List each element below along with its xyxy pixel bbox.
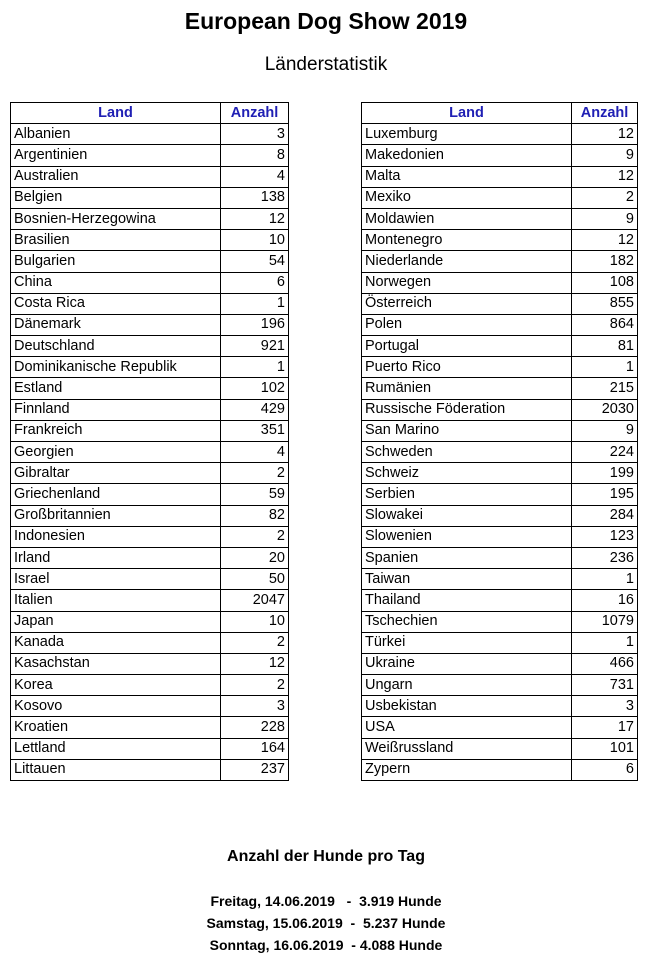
table-row — [362, 463, 638, 484]
count-cell: 12 — [572, 230, 638, 251]
column-header-anzahl: Anzahl — [572, 103, 638, 124]
country-name-cell: Ukraine — [362, 653, 572, 674]
count-cell: 228 — [221, 717, 289, 738]
count-cell: 864 — [572, 314, 638, 335]
count-cell: 164 — [221, 738, 289, 759]
table-row — [362, 293, 638, 314]
count-cell: 731 — [572, 675, 638, 696]
count-cell: 4 — [221, 442, 289, 463]
table-row — [362, 611, 638, 632]
country-name-cell: China — [11, 272, 221, 293]
count-cell: 236 — [572, 547, 638, 568]
country-name-cell: Montenegro — [362, 230, 572, 251]
country-name-cell: Ungarn — [362, 675, 572, 696]
count-cell: 81 — [572, 336, 638, 357]
page-title: European Dog Show 2019 — [184, 8, 468, 34]
table-row — [362, 357, 638, 378]
count-cell: 17 — [572, 717, 638, 738]
country-name-cell: Slowenien — [362, 526, 572, 547]
count-cell: 54 — [221, 251, 289, 272]
table-row — [11, 230, 289, 251]
table-row — [362, 124, 638, 145]
table-row — [11, 738, 289, 759]
count-cell: 108 — [572, 272, 638, 293]
table-row — [11, 251, 289, 272]
country-name-cell: Portugal — [362, 336, 572, 357]
table-row — [362, 399, 638, 420]
count-cell: 6 — [572, 759, 638, 780]
count-cell: 20 — [221, 547, 289, 568]
count-cell: 2 — [221, 675, 289, 696]
country-name-cell: Bosnien-Herzegowina — [11, 208, 221, 229]
table-row — [11, 484, 289, 505]
country-name-cell: Lettland — [11, 738, 221, 759]
summary-title: Anzahl der Hunde pro Tag — [227, 848, 425, 865]
table-row — [362, 166, 638, 187]
count-cell: 237 — [221, 759, 289, 780]
count-cell: 16 — [572, 590, 638, 611]
country-name-cell: Japan — [11, 611, 221, 632]
table-row — [11, 187, 289, 208]
table-row — [362, 145, 638, 166]
country-name-cell: Malta — [362, 166, 572, 187]
count-cell: 9 — [572, 145, 638, 166]
table-row — [362, 272, 638, 293]
table-row — [362, 484, 638, 505]
table-row — [362, 336, 638, 357]
count-cell: 284 — [572, 505, 638, 526]
summary-day-friday: Freitag, 14.06.2019 - 3.919 Hunde — [210, 893, 442, 909]
column-header-anzahl: Anzahl — [221, 103, 289, 124]
count-cell: 102 — [221, 378, 289, 399]
table-row — [11, 653, 289, 674]
country-name-cell: Puerto Rico — [362, 357, 572, 378]
table-row — [11, 208, 289, 229]
table-row — [11, 399, 289, 420]
table-header-row — [11, 103, 289, 124]
country-name-cell: Georgien — [11, 442, 221, 463]
country-name-cell: Kanada — [11, 632, 221, 653]
country-name-cell: Taiwan — [362, 569, 572, 590]
country-name-cell: Kasachstan — [11, 653, 221, 674]
country-name-cell: Usbekistan — [362, 696, 572, 717]
country-table-left — [10, 102, 289, 781]
count-cell: 199 — [572, 463, 638, 484]
column-header-land: Land — [11, 103, 221, 124]
table-row — [362, 314, 638, 335]
count-cell: 2 — [221, 463, 289, 484]
table-row — [11, 463, 289, 484]
country-name-cell: Kosovo — [11, 696, 221, 717]
table-row — [362, 738, 638, 759]
count-cell: 182 — [572, 251, 638, 272]
table-row — [11, 124, 289, 145]
country-name-cell: Serbien — [362, 484, 572, 505]
country-name-cell: Brasilien — [11, 230, 221, 251]
table-row — [362, 590, 638, 611]
table-row — [11, 314, 289, 335]
country-name-cell: Costa Rica — [11, 293, 221, 314]
count-cell: 855 — [572, 293, 638, 314]
table-row — [362, 442, 638, 463]
country-name-cell: Argentinien — [11, 145, 221, 166]
table-row — [11, 145, 289, 166]
table-row — [11, 272, 289, 293]
count-cell: 50 — [221, 569, 289, 590]
table-row — [362, 675, 638, 696]
count-cell: 2047 — [221, 590, 289, 611]
country-name-cell: Finnland — [11, 399, 221, 420]
country-name-cell: San Marino — [362, 420, 572, 441]
country-name-cell: Rumänien — [362, 378, 572, 399]
country-name-cell: Spanien — [362, 547, 572, 568]
country-name-cell: Australien — [11, 166, 221, 187]
count-cell: 224 — [572, 442, 638, 463]
table-row — [362, 717, 638, 738]
count-cell: 2 — [572, 187, 638, 208]
count-cell: 215 — [572, 378, 638, 399]
country-name-cell: Polen — [362, 314, 572, 335]
country-name-cell: Kroatien — [11, 717, 221, 738]
count-cell: 466 — [572, 653, 638, 674]
country-name-cell: Schweiz — [362, 463, 572, 484]
count-cell: 138 — [221, 187, 289, 208]
table-row — [11, 505, 289, 526]
table-row — [11, 759, 289, 780]
country-name-cell: USA — [362, 717, 572, 738]
count-cell: 2 — [221, 632, 289, 653]
country-name-cell: Österreich — [362, 293, 572, 314]
table-row — [362, 632, 638, 653]
count-cell: 2 — [221, 526, 289, 547]
table-row — [362, 505, 638, 526]
count-cell: 2030 — [572, 399, 638, 420]
count-cell: 12 — [572, 166, 638, 187]
country-name-cell: Korea — [11, 675, 221, 696]
table-row — [362, 420, 638, 441]
table-row — [362, 187, 638, 208]
table-row — [11, 166, 289, 187]
table-row — [362, 251, 638, 272]
table-row — [362, 208, 638, 229]
country-name-cell: Niederlande — [362, 251, 572, 272]
country-name-cell: Littauen — [11, 759, 221, 780]
table-row — [11, 717, 289, 738]
country-table-right — [361, 102, 638, 781]
country-name-cell: Weißrussland — [362, 738, 572, 759]
count-cell: 9 — [572, 420, 638, 441]
table-row — [11, 526, 289, 547]
country-name-cell: Moldawien — [362, 208, 572, 229]
country-name-cell: Frankreich — [11, 420, 221, 441]
count-cell: 59 — [221, 484, 289, 505]
country-name-cell: Albanien — [11, 124, 221, 145]
country-name-cell: Zypern — [362, 759, 572, 780]
count-cell: 1 — [572, 357, 638, 378]
summary-day-sunday: Sonntag, 16.06.2019 - 4.088 Hunde — [209, 937, 443, 953]
table-row — [362, 759, 638, 780]
country-name-cell: Thailand — [362, 590, 572, 611]
page-subtitle: Länderstatistik — [264, 54, 388, 75]
country-name-cell: Estland — [11, 378, 221, 399]
country-name-cell: Gibraltar — [11, 463, 221, 484]
table-row — [362, 526, 638, 547]
count-cell: 3 — [572, 696, 638, 717]
table-row — [11, 336, 289, 357]
table-row — [362, 378, 638, 399]
table-row — [11, 378, 289, 399]
country-name-cell: Griechenland — [11, 484, 221, 505]
count-cell: 12 — [572, 124, 638, 145]
count-cell: 8 — [221, 145, 289, 166]
country-name-cell: Großbritannien — [11, 505, 221, 526]
count-cell: 12 — [221, 208, 289, 229]
table-row — [362, 696, 638, 717]
count-cell: 82 — [221, 505, 289, 526]
table-row — [11, 675, 289, 696]
count-cell: 6 — [221, 272, 289, 293]
count-cell: 12 — [221, 653, 289, 674]
country-name-cell: Irland — [11, 547, 221, 568]
count-cell: 123 — [572, 526, 638, 547]
count-cell: 351 — [221, 420, 289, 441]
count-cell: 1 — [221, 357, 289, 378]
count-cell: 1 — [572, 569, 638, 590]
count-cell: 1 — [221, 293, 289, 314]
count-cell: 196 — [221, 314, 289, 335]
country-name-cell: Deutschland — [11, 336, 221, 357]
count-cell: 9 — [572, 208, 638, 229]
country-name-cell: Belgien — [11, 187, 221, 208]
table-row — [11, 611, 289, 632]
table-row — [11, 293, 289, 314]
table-row — [362, 230, 638, 251]
country-name-cell: Norwegen — [362, 272, 572, 293]
country-name-cell: Slowakei — [362, 505, 572, 526]
table-row — [362, 569, 638, 590]
table-row — [11, 696, 289, 717]
country-name-cell: Dominikanische Republik — [11, 357, 221, 378]
table-row — [11, 547, 289, 568]
count-cell: 3 — [221, 124, 289, 145]
count-cell: 429 — [221, 399, 289, 420]
country-name-cell: Luxemburg — [362, 124, 572, 145]
country-name-cell: Schweden — [362, 442, 572, 463]
country-name-cell: Bulgarien — [11, 251, 221, 272]
count-cell: 921 — [221, 336, 289, 357]
table-row — [11, 590, 289, 611]
count-cell: 3 — [221, 696, 289, 717]
country-name-cell: Israel — [11, 569, 221, 590]
table-row — [362, 547, 638, 568]
count-cell: 101 — [572, 738, 638, 759]
country-name-cell: Tschechien — [362, 611, 572, 632]
table-row — [11, 420, 289, 441]
country-name-cell: Dänemark — [11, 314, 221, 335]
table-row — [11, 632, 289, 653]
country-name-cell: Mexiko — [362, 187, 572, 208]
table-row — [11, 442, 289, 463]
table-row — [11, 357, 289, 378]
count-cell: 4 — [221, 166, 289, 187]
table-row — [11, 569, 289, 590]
table-row — [362, 653, 638, 674]
table-header-row — [362, 103, 638, 124]
count-cell: 1 — [572, 632, 638, 653]
count-cell: 10 — [221, 611, 289, 632]
count-cell: 195 — [572, 484, 638, 505]
country-name-cell: Indonesien — [11, 526, 221, 547]
summary-day-saturday: Samstag, 15.06.2019 - 5.237 Hunde — [206, 915, 446, 931]
country-name-cell: Italien — [11, 590, 221, 611]
country-name-cell: Russische Föderation — [362, 399, 572, 420]
count-cell: 1079 — [572, 611, 638, 632]
country-name-cell: Makedonien — [362, 145, 572, 166]
column-header-land: Land — [362, 103, 572, 124]
count-cell: 10 — [221, 230, 289, 251]
country-name-cell: Türkei — [362, 632, 572, 653]
